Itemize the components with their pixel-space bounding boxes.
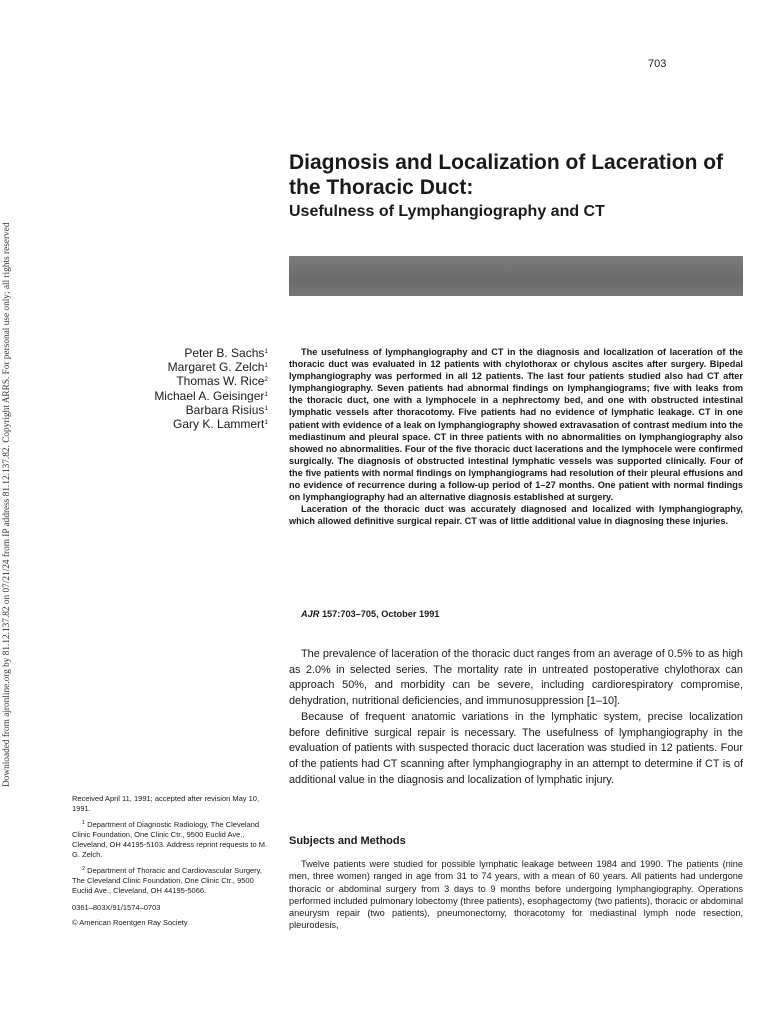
copyright-note: © American Roentgen Ray Society xyxy=(72,917,188,927)
citation: AJR 157:703–705, October 1991 xyxy=(301,609,440,619)
received-note: Received April 11, 1991; accepted after revision May 10, 1991. xyxy=(72,794,260,814)
author: Gary K. Lammert$^1$ xyxy=(173,417,268,432)
article-subtitle: Usefulness of Lymphangiography and CT xyxy=(289,203,605,220)
article-title: Diagnosis and Localization of Laceration of the Thoracic Duct: xyxy=(289,151,724,199)
abstract xyxy=(289,346,743,527)
author: Thomas W. Rice$^2$ xyxy=(176,374,268,389)
body-paragraph: Twelve patients were studied for possible lymphatic leakage between 1984 and 1990. The patients (nine men, three women) ranged in age from 31 to 74 years, with a mean of 60 years. All patients had undergone thoracic or abdominal surgery from 3 days to 9 months before undergoing lymphangiography. Operations performed included pulmonary lobectomy (three patients), esophagectomy (two patients), thoracic or abdominal aneurysm repair (two patients), pneumonectomy, thoracotomy for mediastinal lymph node resection, pleurodesis, xyxy=(289,859,743,931)
author: Barbara Risius$^1$ xyxy=(185,402,268,417)
abstract-paragraph: Laceration of the thoracic duct was accurately diagnosed and localized with lymphangiography, which allowed definitive surgical repair. CT was of little additional value in diagnosing these injuries. xyxy=(289,504,743,527)
article-code: 0361–803X/91/1574–0703 xyxy=(72,902,161,912)
introduction xyxy=(289,647,743,788)
author: Margaret G. Zelch$^1$ xyxy=(167,360,268,375)
author-list xyxy=(120,346,268,431)
methods-section xyxy=(289,858,743,932)
abstract-paragraph: The usefulness of lymphangiography and CT in the diagnosis and localization of laceration of the thoracic duct was evaluated in 12 patients with chylothorax or chylous ascites after surgery. Bipedal lymphangiography was performed in all 12 patients. The last four patients studied also had CT after lymphangiography. Seven patients had abnormal findings on lymphangiograms; five with leaks from the thoracic duct, one with a lymphocele in a nephrectomy bed, and one with obstructed intestinal lymphatic vessels after thoracotomy. Five patients had no evidence of lymphatic leakage. CT in one patient with evidence of a leak on lymphangiography showed extravasation of contrast medium into the mediastinum and pleural space. CT in three patients with no abnormalities on lymphangiography also showed no abnormalities. Four of the five thoracic duct lacerations and the lymphocele were confirmed surgically. The diagnosis of obstructed intestinal lymphatic vessels was supported clinically. Four of the five patients with normal findings on lymphangiograms had resolution of their pleural effusions and no evidence of recurrence during a follow-up period of 1–27 months. One patient with normal findings on lymphangiography had an alternative diagnosis established at surgery. xyxy=(289,347,743,503)
author: Peter B. Sachs$^1$ xyxy=(184,346,268,360)
section-heading: Subjects and Methods xyxy=(289,835,406,847)
download-notice: Downloaded from ajronline.org by 81.12.137.82 on 07/21/24 from IP address 81.12.137.82. Copyright ARRS. For personal use only; all rights reserved xyxy=(2,222,12,788)
page-number: 703 xyxy=(648,58,667,70)
affiliation-note-2: $^2$ Department of Thoracic and Cardiovascular Surgery, The Cleveland Clinic Foundation, One Clinic Ctr., 9500 Euclid Ave., Cleveland, OH 44195-5066. xyxy=(72,865,262,896)
author: Michael A. Geisinger$^1$ xyxy=(154,388,268,403)
footnotes xyxy=(72,794,272,933)
affiliation-note-1: $^1$ Department of Diagnostic Radiology, The Cleveland Clinic Foundation, One Clinic Ctr., 9500 Euclid Ave., Cleveland, OH 44195-5103. Address reprint requests to M. G. Zelch. xyxy=(72,819,268,860)
header-banner xyxy=(289,256,743,296)
body-paragraph: Because of frequent anatomic variations in the lymphatic system, precise localization before definitive surgical repair is necessary. The usefulness of lymphangiography in the evaluation of patients with suspected thoracic duct laceration was studied in 12 patients. Four of the patients had CT scanning after lymphangiography in an attempt to determine if CT is of additional value in the diagnosis and localization of lymphatic injury. xyxy=(289,710,743,786)
body-paragraph: The prevalence of laceration of the thoracic duct ranges from an average of 0.5% to as high as 2.0% in selected series. The mortality rate in untreated postoperative chylothorax can approach 50%, and morbidity can be severe, including cardiorespiratory compromise, dehydration, nutritional deficiencies, and immunosuppression [1–10]. xyxy=(289,648,743,708)
